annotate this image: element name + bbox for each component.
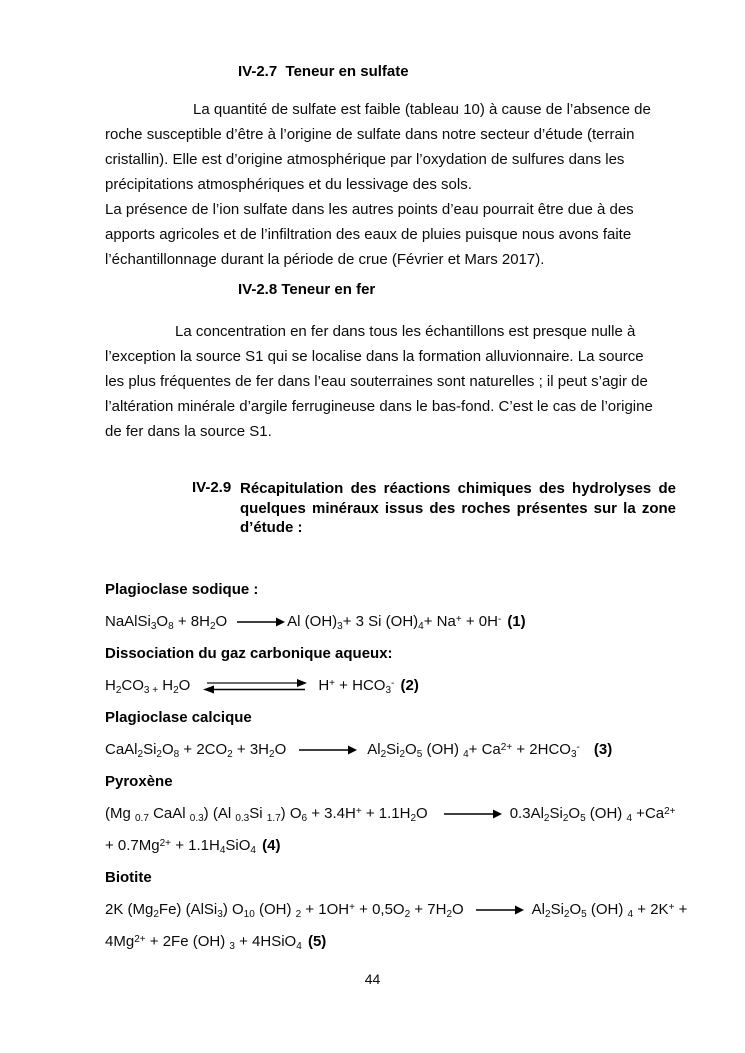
- equilibrium-arrow-icon: [202, 678, 308, 694]
- equation-rhs: $Al_2Si_2O_5$ (OH) $_4$ + 2K+ +: [531, 901, 688, 920]
- reaction-equation-5-line-2: [105, 932, 745, 951]
- section-number: IV-2.9: [192, 479, 232, 496]
- section-heading-teneur-sulfate: IV-2.7 Teneur en sulfate: [238, 63, 409, 80]
- equation-lhs: 2K $(Mg_2Fe)$ (AlSi$_3$) $O_{10}$ (OH) $_2 + 1OH^+ + 0,5O_2 + 7H_2O$: [105, 901, 464, 920]
- reaction-equation-4-line-1: [105, 804, 745, 823]
- equation-rhs: Al $(OH)_3+ 3$ Si $(OH)_4+ Na^+ + 0H^-$: [287, 613, 502, 632]
- reaction-equation-3: [105, 740, 745, 759]
- equation-label: (1): [507, 613, 526, 630]
- reaction-title-plagioclase-sodique: Plagioclase sodique :: [105, 581, 259, 598]
- equation-label: (2): [400, 677, 419, 694]
- paragraph: La présence de l’ion sulfate dans les autres points d’eau pourrait être due à des apports agricoles et de l’infiltration des eaux de pluies puisque nous avons faite l’échantillonnage durant la période de crue (Février et Mars 2017).: [105, 201, 634, 268]
- equation-rhs: $Al_2Si_2O_5$ (OH) $_4+ Ca^{2+} + 2HCO_3^-$: [367, 741, 580, 760]
- reaction-equation-5-line-1: [105, 900, 745, 919]
- reaction-arrow-icon: [444, 808, 502, 820]
- reaction-title-dissociation-gaz-carbonique: Dissociation du gaz carbonique aqueux:: [105, 645, 393, 662]
- reaction-equation-4-line-2: [105, 836, 745, 855]
- equation-label: (5): [307, 933, 327, 950]
- equation-lhs: $H_2CO_{3 +}$ $H_2O$: [105, 677, 191, 696]
- page-number: 44: [364, 971, 381, 987]
- paragraph: La quantité de sulfate est faible (tableau 10) à cause de l’absence de roche susceptible d’être à l’origine de sulfate dans notre secteur d’étude (terrain cristallin). Elle est d’origine atmosphérique par l’oxydation de sulfures dans les précipitations atmosphériques et du lessivage des sols.: [105, 101, 651, 193]
- equation-continuation: $4Mg^{2+} + 2Fe$ (OH) $_3$ + 4HSiO$_4$: [105, 933, 302, 952]
- section-heading-teneur-fer: IV-2.8 Teneur en fer: [238, 281, 376, 298]
- equation-rhs: $0.3Al_2Si_2O_5$ (OH) $_4 +Ca^{2+}$: [509, 805, 676, 824]
- equation-label: (3): [593, 741, 613, 758]
- reaction-title-plagioclase-calcique: Plagioclase calcique: [105, 709, 252, 726]
- reaction-title-biotite: Biotite: [105, 869, 152, 886]
- reaction-equation-2: [105, 676, 745, 695]
- equation-lhs: $NaAlSi_3O_8 + 8H_2O$: [105, 613, 228, 632]
- reaction-title-pyroxene: Pyroxène: [105, 773, 173, 790]
- equation-lhs: (Mg $_{0.7}$ CaAl $_{0.3}$) (Al $_{0.3}$Si $_{1.7}$) $O_6 + 3.4H^+ + 1.1H_2O$: [105, 805, 428, 824]
- section-heading-text: Récapitulation des réactions chimiques des hydrolyses de quelques minéraux issus des roches présentes sur la zone d’étude :: [240, 480, 676, 536]
- paragraph: La concentration en fer dans tous les échantillons est presque nulle à l’exception la source S1 qui se localise dans la formation alluvionnaire. La source les plus fréquentes de fer dans l’eau souterraines sont naturelles ; il peut s’agir de l’altération minérale d’argile ferrugineuse dans le bas-fond. C’est le cas de l’origine de fer dans la source S1.: [105, 323, 653, 440]
- reactions-list: [105, 580, 745, 964]
- reaction-arrow-icon: [476, 904, 524, 916]
- reaction-arrow-icon: [299, 744, 357, 756]
- equation-lhs: $CaAl_2Si_2O_8 + 2CO_2 + 3H_2O$: [105, 741, 287, 760]
- section-heading-recapitulation: [192, 479, 676, 538]
- equation-label: (4): [262, 837, 281, 854]
- equation-continuation: + $0.7Mg^{2+} + 1.1H_4SiO_4$: [105, 837, 256, 856]
- reaction-equation-1: [105, 612, 745, 631]
- reaction-arrow-icon: [237, 616, 285, 628]
- equation-rhs: $H^+ + HCO_3^-$: [318, 677, 395, 696]
- sulfate-paragraphs: [105, 97, 657, 272]
